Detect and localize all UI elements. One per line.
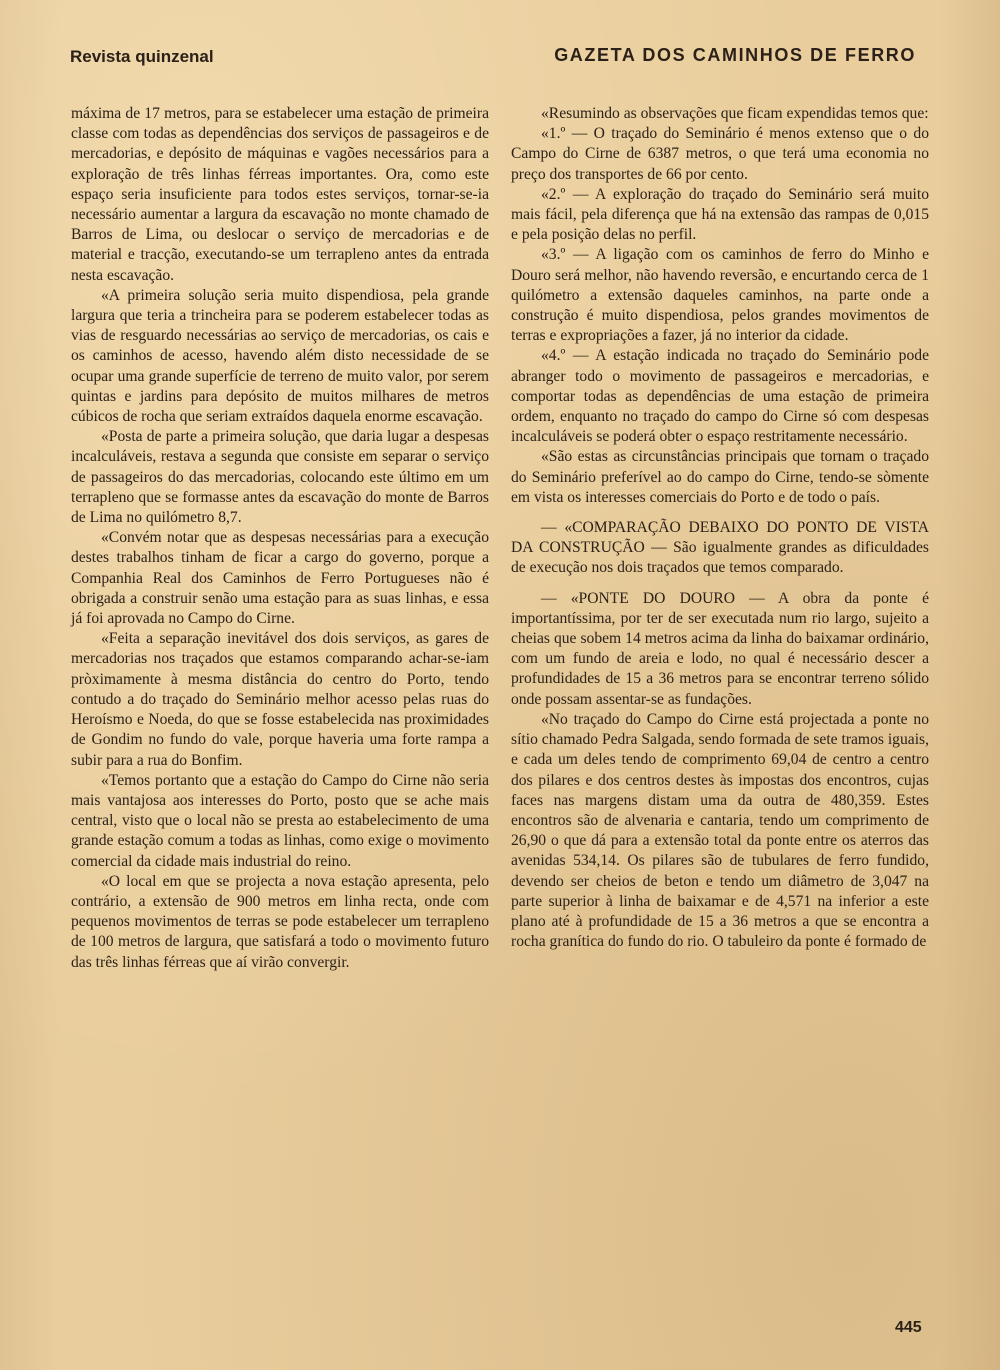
paragraph: «A primeira solução seria muito dispendiosa, pela grande largura que teria a trincheira para se poderem estabelecer todas as vias de resguardo necessárias ao serviço de mercadorias, os cais e os caminhos de acesso, havendo além disto necessidade de se ocupar uma grande superfície de terreno de muito valor, por serem quintas e jardins para depósito de muitos milhares de metros cúbicos de rocha que seriam extraídos daquela enorme escavação.	[71, 286, 489, 426]
paragraph: «Temos portanto que a estação do Campo do Cirne não seria mais vantajosa aos interesses do Porto, posto que se ache mais central, visto que o local não se presta ao estabelecimento de uma grande estação comum a todas as linhas, como exige o movimento comercial da cidade mais industrial do reino.	[71, 771, 489, 870]
section-paragraph-construction: — «COMPARAÇÃO DEBAIXO DO PONTO DE VISTA DA CONSTRUÇÃO — São igualmente grandes as dificuldades de execução nos dois traçados que temos comparado.	[511, 519, 929, 577]
left-column	[71, 104, 489, 973]
paragraph: «O local em que se projecta a nova estação apresenta, pelo contrário, a extensão de 900 metros em linha recta, onde com pequenos movimentos de terras se pode estabelecer um terrapleno de 100 metros de largura, que satisfará a todo o movimento futuro das três linhas férreas que aí virão convergir.	[71, 872, 489, 971]
running-header-left: Revista quinzenal	[70, 47, 214, 66]
section-paragraph-bridge: — «PONTE DO DOURO — A obra da ponte é importantíssima, por ter de ser executada num rio largo, sujeito a cheias que sobem 14 metros acima da linha do baixamar ordinário, com um fundo de areia e lodo, no qual é necessário descer a profundidades de 15 a 36 metros para se encontrar terreno sólido onde possam assentar-se as fundações.	[511, 589, 929, 708]
paragraph: «São estas as circunstâncias principais que tornam o traçado do Seminário preferível ao do campo do Cirne, tendo-se sòmente em vista os interesses comerciais do Porto e de todo o país.	[511, 448, 929, 506]
page-number: 445	[895, 1319, 922, 1336]
paragraph: «3.º — A ligação com os caminhos de ferro do Minho e Douro será melhor, não havendo reversão, e encurtando cerca de 1 quilómetro a extensão daqueles caminhos, na parte onde a construção é muito dispendiosa, pelos grandes movimentos de terras e expropriações a fazer, já no interior da cidade.	[511, 246, 929, 345]
right-column	[511, 104, 929, 952]
paragraph: «Resumindo as observações que ficam expendidas temos que:	[541, 105, 929, 122]
paragraph: máxima de 17 metros, para se estabelecer uma estação de primeira classe com todas as dependências dos serviços de passageiros e de mercadorias, e depósito de máquinas e vagões necessários para a exploração de três linhas férreas importantes. Ora, como este espaço seria insuficiente para todos estes serviços, tornar-se-ia necessário aumentar a largura da escavação no monte chamado de Barros de Lima, ou deslocar o serviço de mercadorias e de material e tracção, executando-se um terrapleno antes da entrada nesta escavação.	[71, 105, 489, 284]
paragraph: «No traçado do Campo do Cirne está projectada a ponte no sítio chamado Pedra Salgada, sendo formada de sete tramos iguais, e cada um deles tendo de comprimento 69,04 de centro a centro dos pilares e dos centros destes às impostas dos encontros, cujas faces nas margens distam uma da outra de 480,359. Estes encontros são de alvenaria e cantaria, tendo um comprimento de 26,90 o que dá para a extensão total da ponte entre os aterros das avenidas 534,14. Os pilares são de tubulares de ferro fundido, devendo ser cheios de beton e tendo um diâmetro de 3,047 na parte superior à linha de baixamar e de 4,571 na inferior a este plano até à profundidade de 15 a 36 metros a que se encontra a rocha granítica do fundo do rio. O tabuleiro da ponte é formado de	[511, 710, 929, 951]
paragraph: «1.º — O traçado do Seminário é menos extenso que o do Campo do Cirne de 6387 metros, o que terá uma economia no preço dos transportes de 66 por cento.	[511, 125, 929, 183]
paragraph: «4.º — A estação indicada no traçado do Seminário pode abranger todo o movimento de passageiros e mercadorias, e comportar todas as dependências de uma estação de primeira ordem, enquanto no traçado do campo do Cirne só com despesas incalculáveis se poderá obter o espaço restritamente necessário.	[511, 347, 929, 446]
running-header-right: GAZETA DOS CAMINHOS DE FERRO	[554, 45, 916, 65]
paragraph: «2.º — A exploração do traçado do Seminário será muito mais fácil, pela diferença que há na extensão das rampas de 0,015 e pela posição delas no perfil.	[511, 185, 929, 244]
paragraph: «Feita a separação inevitável dos dois serviços, as gares de mercadorias nos traçados que estamos comparando achar-se-iam pròximamente à mesma distância do centro do Porto, tendo contudo a do traçado do Seminário melhor acesso pelas ruas do Heroísmo e Noeda, do que se fosse estabelecida nas proximidades de Gondim no fundo do vale, porque haveria uma forte rampa a subir para a rua do Bonfim.	[71, 630, 489, 769]
paragraph: «Convém notar que as despesas necessárias para a execução destes trabalhos tinham de ficar a cargo do governo, porque a Companhia Real dos Caminhos de Ferro Portugueses não é obrigada a construir senão uma estação para as suas linhas, e essa já foi aprovada no Campo do Cirne.	[71, 529, 489, 628]
paragraph: «Posta de parte a primeira solução, que daria lugar a despesas incalculáveis, restava a segunda que consiste em separar o serviço de passageiros do das mercadorias, colocando este último em um terrapleno que se formasse antes da escavação do monte de Barros de Lima no quilómetro 8,7.	[71, 428, 489, 527]
